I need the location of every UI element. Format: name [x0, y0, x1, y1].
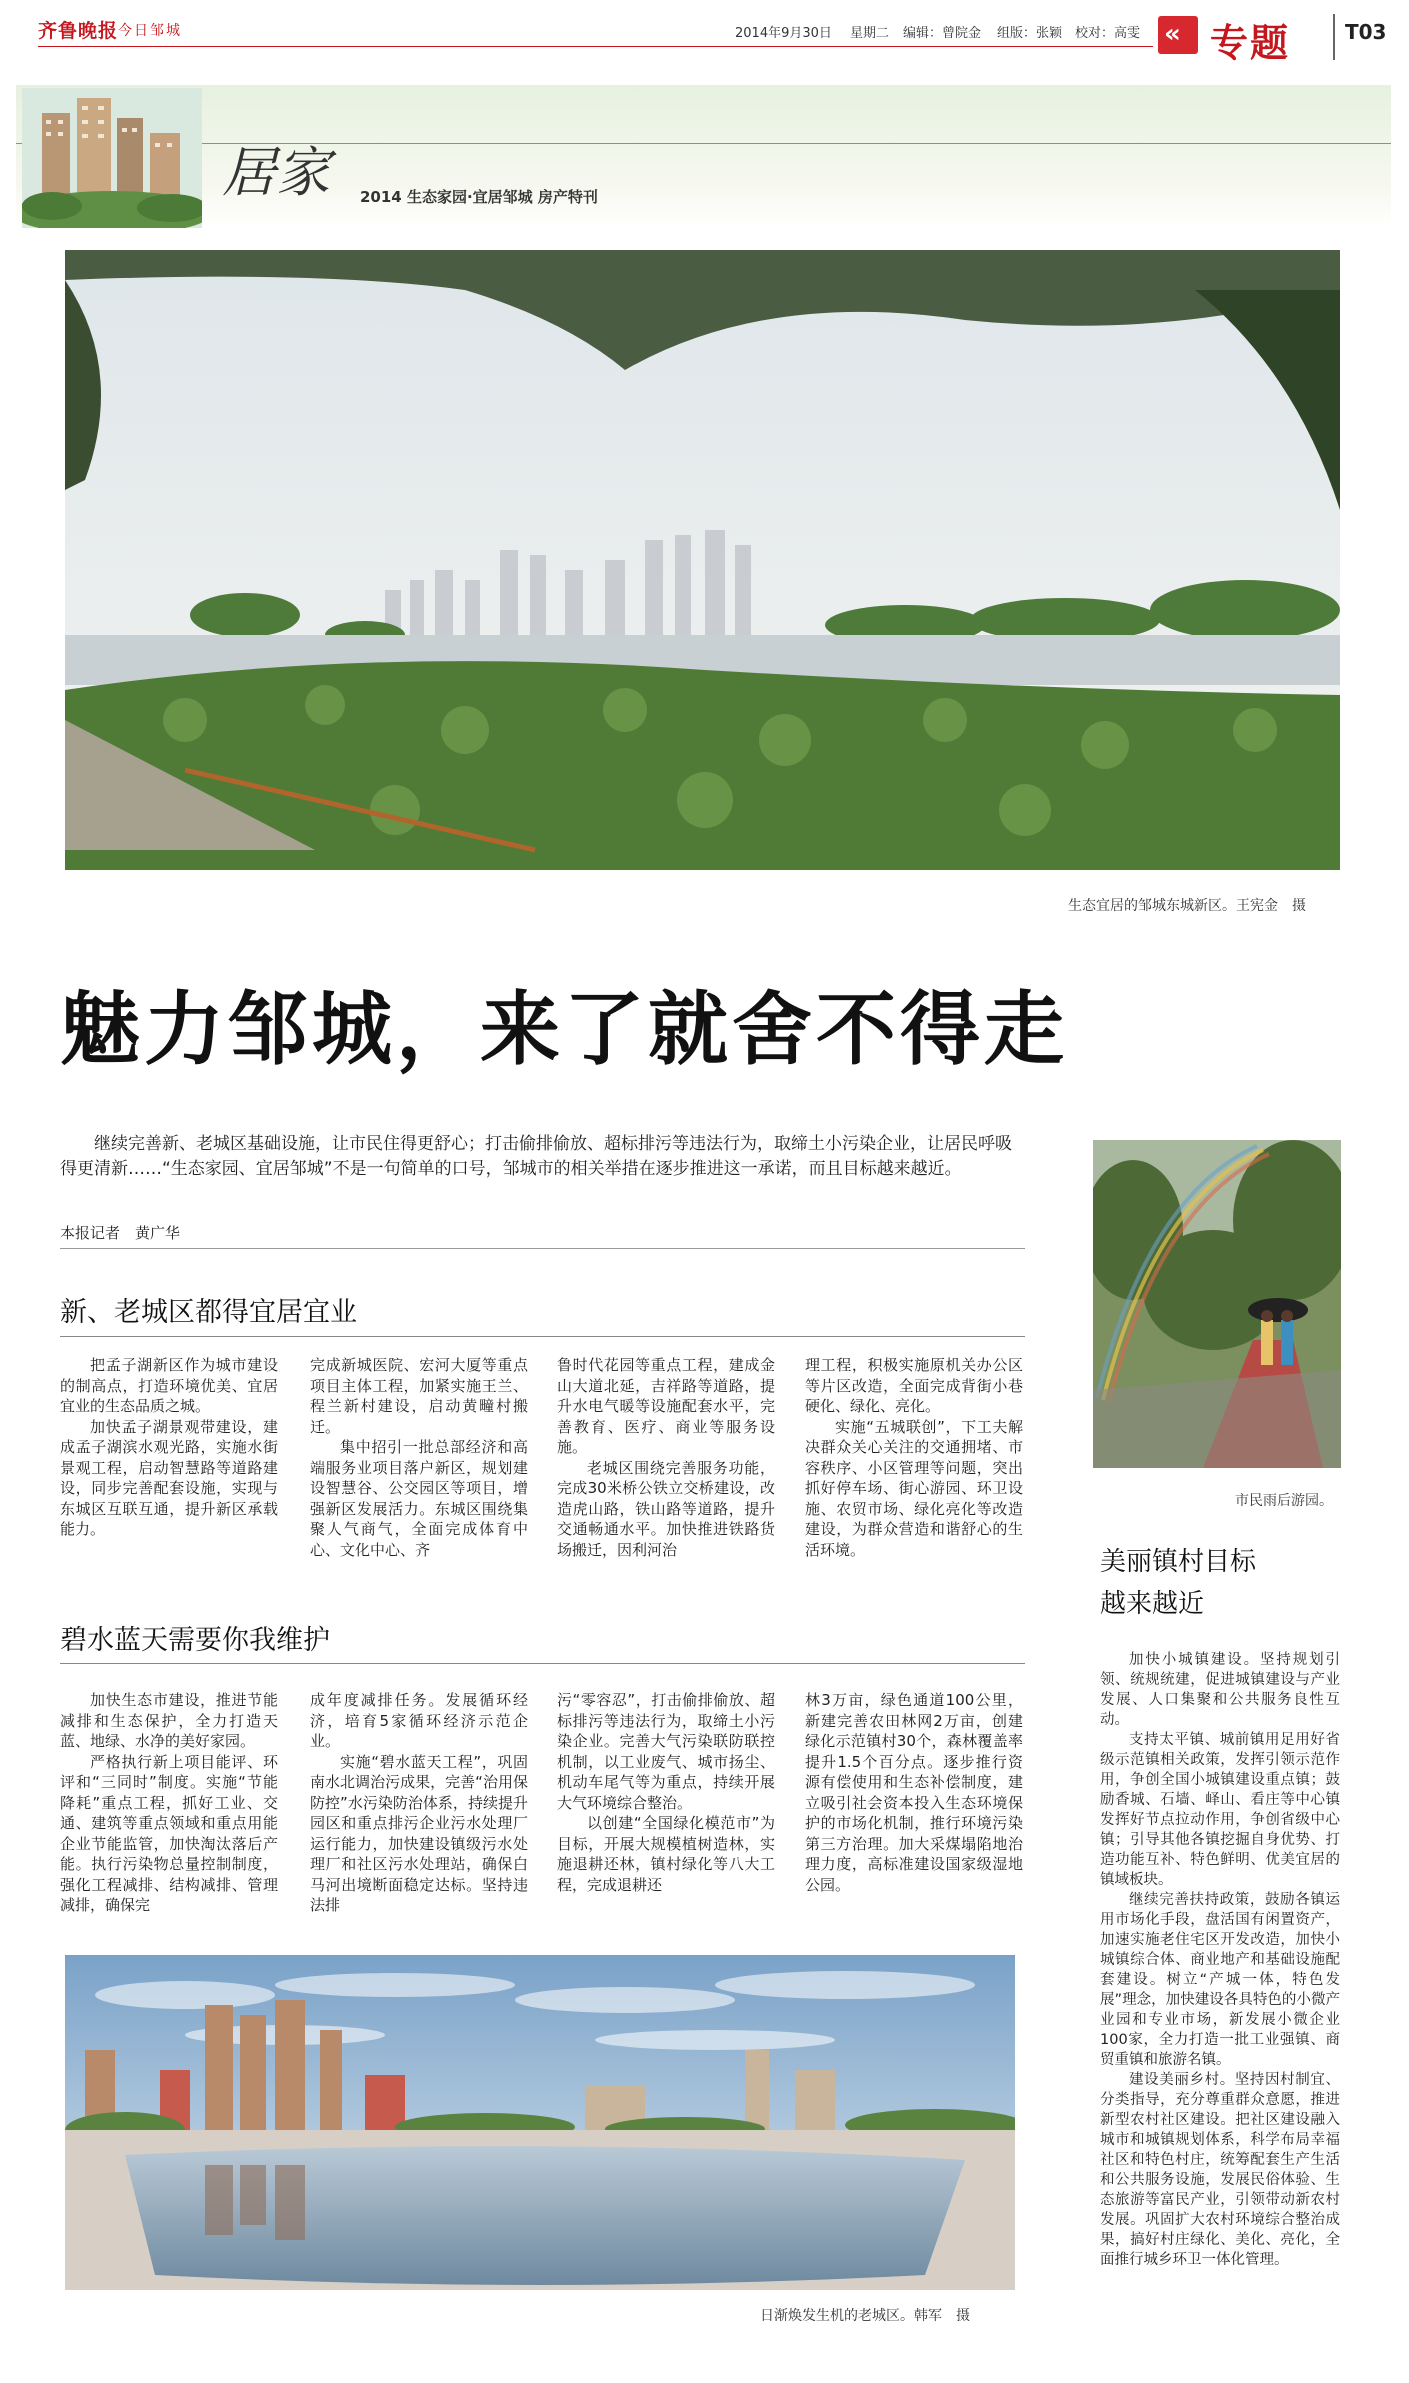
side-heading-line2: 越来越近 [1100, 1589, 1205, 1619]
section2-column-3 [557, 1690, 775, 1895]
column-name: 今日邹城 [118, 23, 182, 39]
paragraph: 集中招引一批总部经济和高端服务业项目落户新区，规划建设智慧谷、公交园区等项目，增强新区发展活力。东城区围绕集聚人气商气，全面完成体育中心、文化中心、齐 [310, 1438, 528, 1559]
paragraph: 建设美丽乡村。坚持因村制宜、分类指导，充分尊重群众意愿，推进新型农村社区建设。把社区建设融入城市和城镇规划体系，科学布局幸福社区和特色村庄，统筹配套生产生活和公共服务设施，发展民俗体验、生态旅游等富民产业，引领带动新农村发展。巩固扩大农村环境综合整治成果，搞好村庄绿化、美化、亮化，全面推行城乡环卫一体化管理。 [1100, 2072, 1340, 2268]
paragraph: 加快孟子湖景观带建设，建成孟子湖滨水观光路，实施水街景观工程，启动智慧路等道路建设，同步完善配套设施，实现与东城区互联互通，提升新区承载能力。 [60, 1417, 278, 1538]
proof-credit: 校对：高雯 [1075, 26, 1141, 41]
section1-rule [60, 1336, 1025, 1337]
paragraph: 理工程，积极实施原机关办公区等片区改造，全面完成背街小巷硬化、绿化、亮化。 [805, 1356, 1023, 1415]
banner-title: 居家 [222, 141, 330, 204]
lotus-pond-photo [65, 250, 1340, 870]
newspaper-logo: 齐鲁晚报 [38, 20, 119, 42]
issue-weekday: 星期二 [850, 26, 890, 41]
old-town-photo [65, 1955, 1015, 2290]
paragraph: 加快小城镇建设。坚持规划引领、统规统建，促进城镇建设与产业发展、人口集聚和公共服务良性互动。 [1100, 1652, 1340, 1728]
article-lead: 继续完善新、老城区基础设施，让市民住得更舒心；打击偷排偷放、超标排污等违法行为，取缔土小污染企业，让居民呼吸得更清新……“生态家园、宜居邹城”不是一句简单的口号，邹城市的相关举措在逐步推进这一承诺，而且目标越来越近。 [60, 1134, 1012, 1179]
paragraph: 以创建“全国绿化模范市”为目标，开展大规模植树造林，实施退耕还林，镇村绿化等八大工程，完成退耕还 [557, 1814, 775, 1894]
section1-column-1 [60, 1355, 278, 1540]
header-rule [38, 46, 1153, 47]
header-divider [1333, 14, 1335, 60]
byline-rule [60, 1248, 1025, 1249]
paragraph: 继续完善扶持政策，鼓励各镇运用市场化手段，盘活国有闲置资产，加速实施老住宅区开发改造，加快小城镇综合体、商业地产和基础设施配套建设。树立“产城一体，特色发展”理念，加快建设各具特色的小微产业园和专业市场，新发展小微企业100家，全力打造一批工业强镇、商贸重镇和旅游名镇。 [1100, 1892, 1340, 2068]
headline: 魅力邹城，来了就舍不得走 [60, 983, 1068, 1076]
paragraph: 污“零容忍”，打击偷排偷放、超标排污等违法行为，取缔土小污染企业。完善大气污染联防联控机制，以工业废气、城市扬尘、机动车尾气等为重点，持续开展大气环境综合整治。 [557, 1691, 775, 1812]
section-arrow-icon: « [1158, 16, 1198, 54]
paragraph: 完成新城医院、宏河大厦等重点项目主体工程，加紧实施王兰、程兰新村建设，启动黄疃村搬迁。 [310, 1356, 528, 1436]
top-photo-caption: 生态宜居的邹城东城新区。王宪金 摄 [1068, 898, 1306, 914]
side-heading-line1: 美丽镇村目标 [1100, 1547, 1257, 1577]
paragraph: 实施“碧水蓝天工程”，巩固南水北调治污成果，完善“治用保防控”水污染防治体系，持续提升园区和重点排污企业污水处理厂运行能力，加快建设镇级污水处理厂和社区污水处理站，确保白马河出境断面稳定达标。坚持违法排 [310, 1752, 528, 1914]
side-column [1100, 1650, 1340, 2270]
section1-heading: 新、老城区都得宜居宜业 [60, 1297, 357, 1328]
banner-buildings-illustration [22, 88, 202, 228]
layout-credit: 组版：张颖 [997, 26, 1063, 41]
paragraph: 支持太平镇、城前镇用足用好省级示范镇相关政策，发挥引领示范作用，争创全国小城镇建设重点镇；鼓励香城、石墙、峄山、看庄等中心镇发挥好节点拉动作用，争创省级中心镇；引导其他各镇挖掘自身优势、打造功能互补、特色鲜明、优美宜居的镇域板块。 [1100, 1732, 1340, 1888]
bottom-photo-caption: 日渐焕发生机的老城区。韩军 摄 [760, 2308, 970, 2324]
section1-column-3 [557, 1355, 775, 1560]
paragraph: 把孟子湖新区作为城市建设的制高点，打造环境优美、宜居宜业的生态品质之城。 [60, 1356, 278, 1415]
byline: 本报记者 黄广华 [60, 1224, 181, 1242]
paragraph: 鲁时代花园等重点工程，建成金山大道北延，吉祥路等道路，提升水电气暖等设施配套水平，完善教育、医疗、商业等服务设施。 [557, 1356, 775, 1456]
section1-column-4 [805, 1355, 1023, 1560]
banner-subtitle: 2014 生态家园·宜居邹城 房产特刊 [360, 188, 598, 206]
paragraph: 老城区围绕完善服务功能，完成30米桥公铁立交桥建设，改造虎山路，铁山路等道路，提升交通畅通水平。加快推进铁路货场搬迁，因利河治 [557, 1458, 775, 1559]
section2-column-2 [310, 1690, 528, 1916]
paragraph: 严格执行新上项目能评、环评和“三同时”制度。实施“节能降耗”重点工程，抓好工业、交通、建筑等重点领域和重点用能企业节能监管，加快淘汰落后产能。执行污染物总量控制制度，强化工程减排、结构减排、管理减排，确保完 [60, 1752, 278, 1914]
issue-date: 2014年9月30日 [735, 26, 832, 41]
section2-heading: 碧水蓝天需要你我维护 [60, 1625, 330, 1656]
paragraph: 成年度减排任务。发展循环经济，培育5家循环经济示范企业。 [310, 1691, 528, 1750]
editor-credit: 编辑：曾院金 [903, 26, 982, 41]
section2-column-1 [60, 1690, 278, 1916]
side-photo-caption: 市民雨后游园。 [1235, 1493, 1333, 1509]
section2-rule [60, 1663, 1025, 1664]
section-title: 专题 [1210, 21, 1291, 65]
paragraph: 加快生态市建设，推进节能减排和生态保护，全力打造天蓝、地绿、水净的美好家园。 [60, 1691, 278, 1750]
paragraph: 林3万亩，绿色通道100公里，新建完善农田林网2万亩，创建绿化示范镇村30个，森林覆盖率提升1.5个百分点。逐步推行资源有偿使用和生态补偿制度，建立吸引社会资本投入生态环境保护的市场化机制，推行环境污染第三方治理。加大采煤塌陷地治理力度，高标准建设国家级湿地公园。 [805, 1691, 1023, 1894]
park-rain-photo [1093, 1140, 1341, 1468]
section2-column-4 [805, 1690, 1023, 1895]
section1-column-2 [310, 1355, 528, 1560]
paragraph: 实施“五城联创”，下工夫解决群众关心关注的交通拥堵、市容秩序、小区管理等问题，突出抓好停车场、街心游园、环卫设施、农贸市场、绿化亮化等改造建设，为群众营造和谐舒心的生活环境。 [805, 1417, 1023, 1559]
page-number: T03 [1345, 20, 1387, 44]
